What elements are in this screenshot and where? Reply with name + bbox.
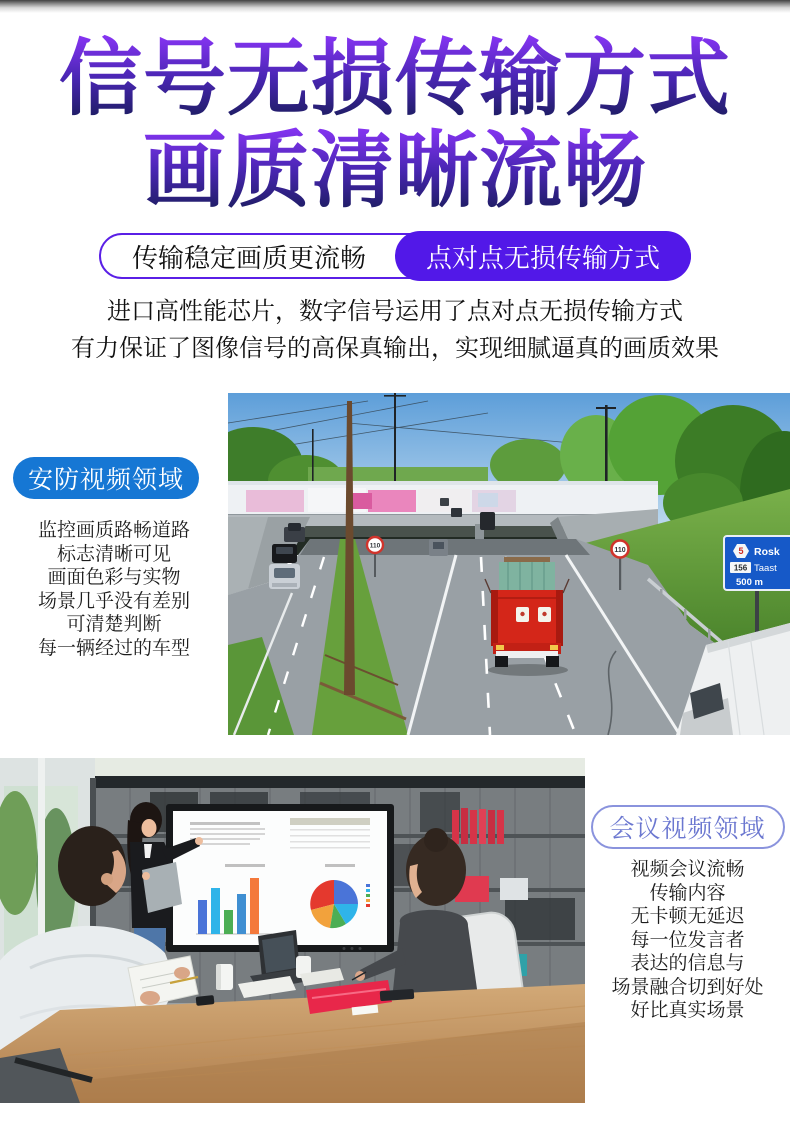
svg-text:156: 156 bbox=[733, 563, 748, 573]
security-line: 可清楚判断 bbox=[66, 614, 162, 635]
security-section bbox=[0, 393, 790, 735]
page-title-line2: 画质清晰流畅 bbox=[0, 125, 790, 217]
security-line: 场景几乎没有差别 bbox=[37, 590, 190, 612]
meeting-line: 每一位发言者 bbox=[630, 929, 745, 951]
intro-paragraph bbox=[0, 293, 790, 367]
meeting-line: 表达的信息与 bbox=[630, 953, 745, 974]
meeting-photo bbox=[0, 758, 585, 1103]
top-shadow-divider bbox=[0, 0, 790, 13]
security-line: 标志清晰可见 bbox=[56, 543, 171, 565]
svg-text:Taast: Taast bbox=[754, 563, 777, 574]
pill-label-p2p: 点对点无损传输方式 bbox=[395, 231, 691, 281]
meeting-description bbox=[585, 858, 790, 1023]
svg-text:5: 5 bbox=[738, 546, 744, 556]
pill-label-stable: 传输稳定画质更流畅 bbox=[131, 242, 366, 273]
page-title-line1: 信号无损传输方式 bbox=[0, 33, 790, 125]
svg-text:500 m: 500 m bbox=[736, 577, 763, 588]
meeting-line: 场景融合切到好处 bbox=[611, 976, 764, 998]
svg-text:Rosk: Rosk bbox=[754, 546, 780, 558]
highway-photo bbox=[228, 393, 790, 735]
feature-pills bbox=[99, 231, 691, 281]
presentation-display bbox=[166, 804, 394, 952]
security-line: 每一辆经过的车型 bbox=[37, 637, 190, 659]
security-text-column bbox=[0, 393, 228, 735]
security-badge: 安防视频领域 bbox=[13, 457, 199, 499]
meeting-text-column bbox=[585, 758, 790, 1103]
intro-line2: 有力保证了图像信号的高保真输出，实现细腻逼真的画质效果 bbox=[71, 335, 719, 362]
security-line: 监控画质路畅道路 bbox=[37, 520, 190, 541]
security-line: 画面色彩与实物 bbox=[47, 567, 181, 588]
meeting-line: 传输内容 bbox=[649, 882, 726, 904]
svg-text:110: 110 bbox=[614, 546, 626, 554]
meeting-section bbox=[0, 758, 790, 1103]
meeting-line: 好比真实场景 bbox=[630, 1000, 745, 1021]
meeting-line: 视频会议流畅 bbox=[630, 859, 745, 880]
security-description bbox=[0, 519, 228, 660]
svg-text:110: 110 bbox=[369, 542, 381, 550]
meeting-line: 无卡顿无延迟 bbox=[630, 906, 745, 927]
page-title bbox=[0, 33, 790, 217]
meeting-badge: 会议视频领域 bbox=[591, 805, 785, 849]
intro-line1: 进口高性能芯片，数字信号运用了点对点无损传输方式 bbox=[107, 298, 683, 325]
